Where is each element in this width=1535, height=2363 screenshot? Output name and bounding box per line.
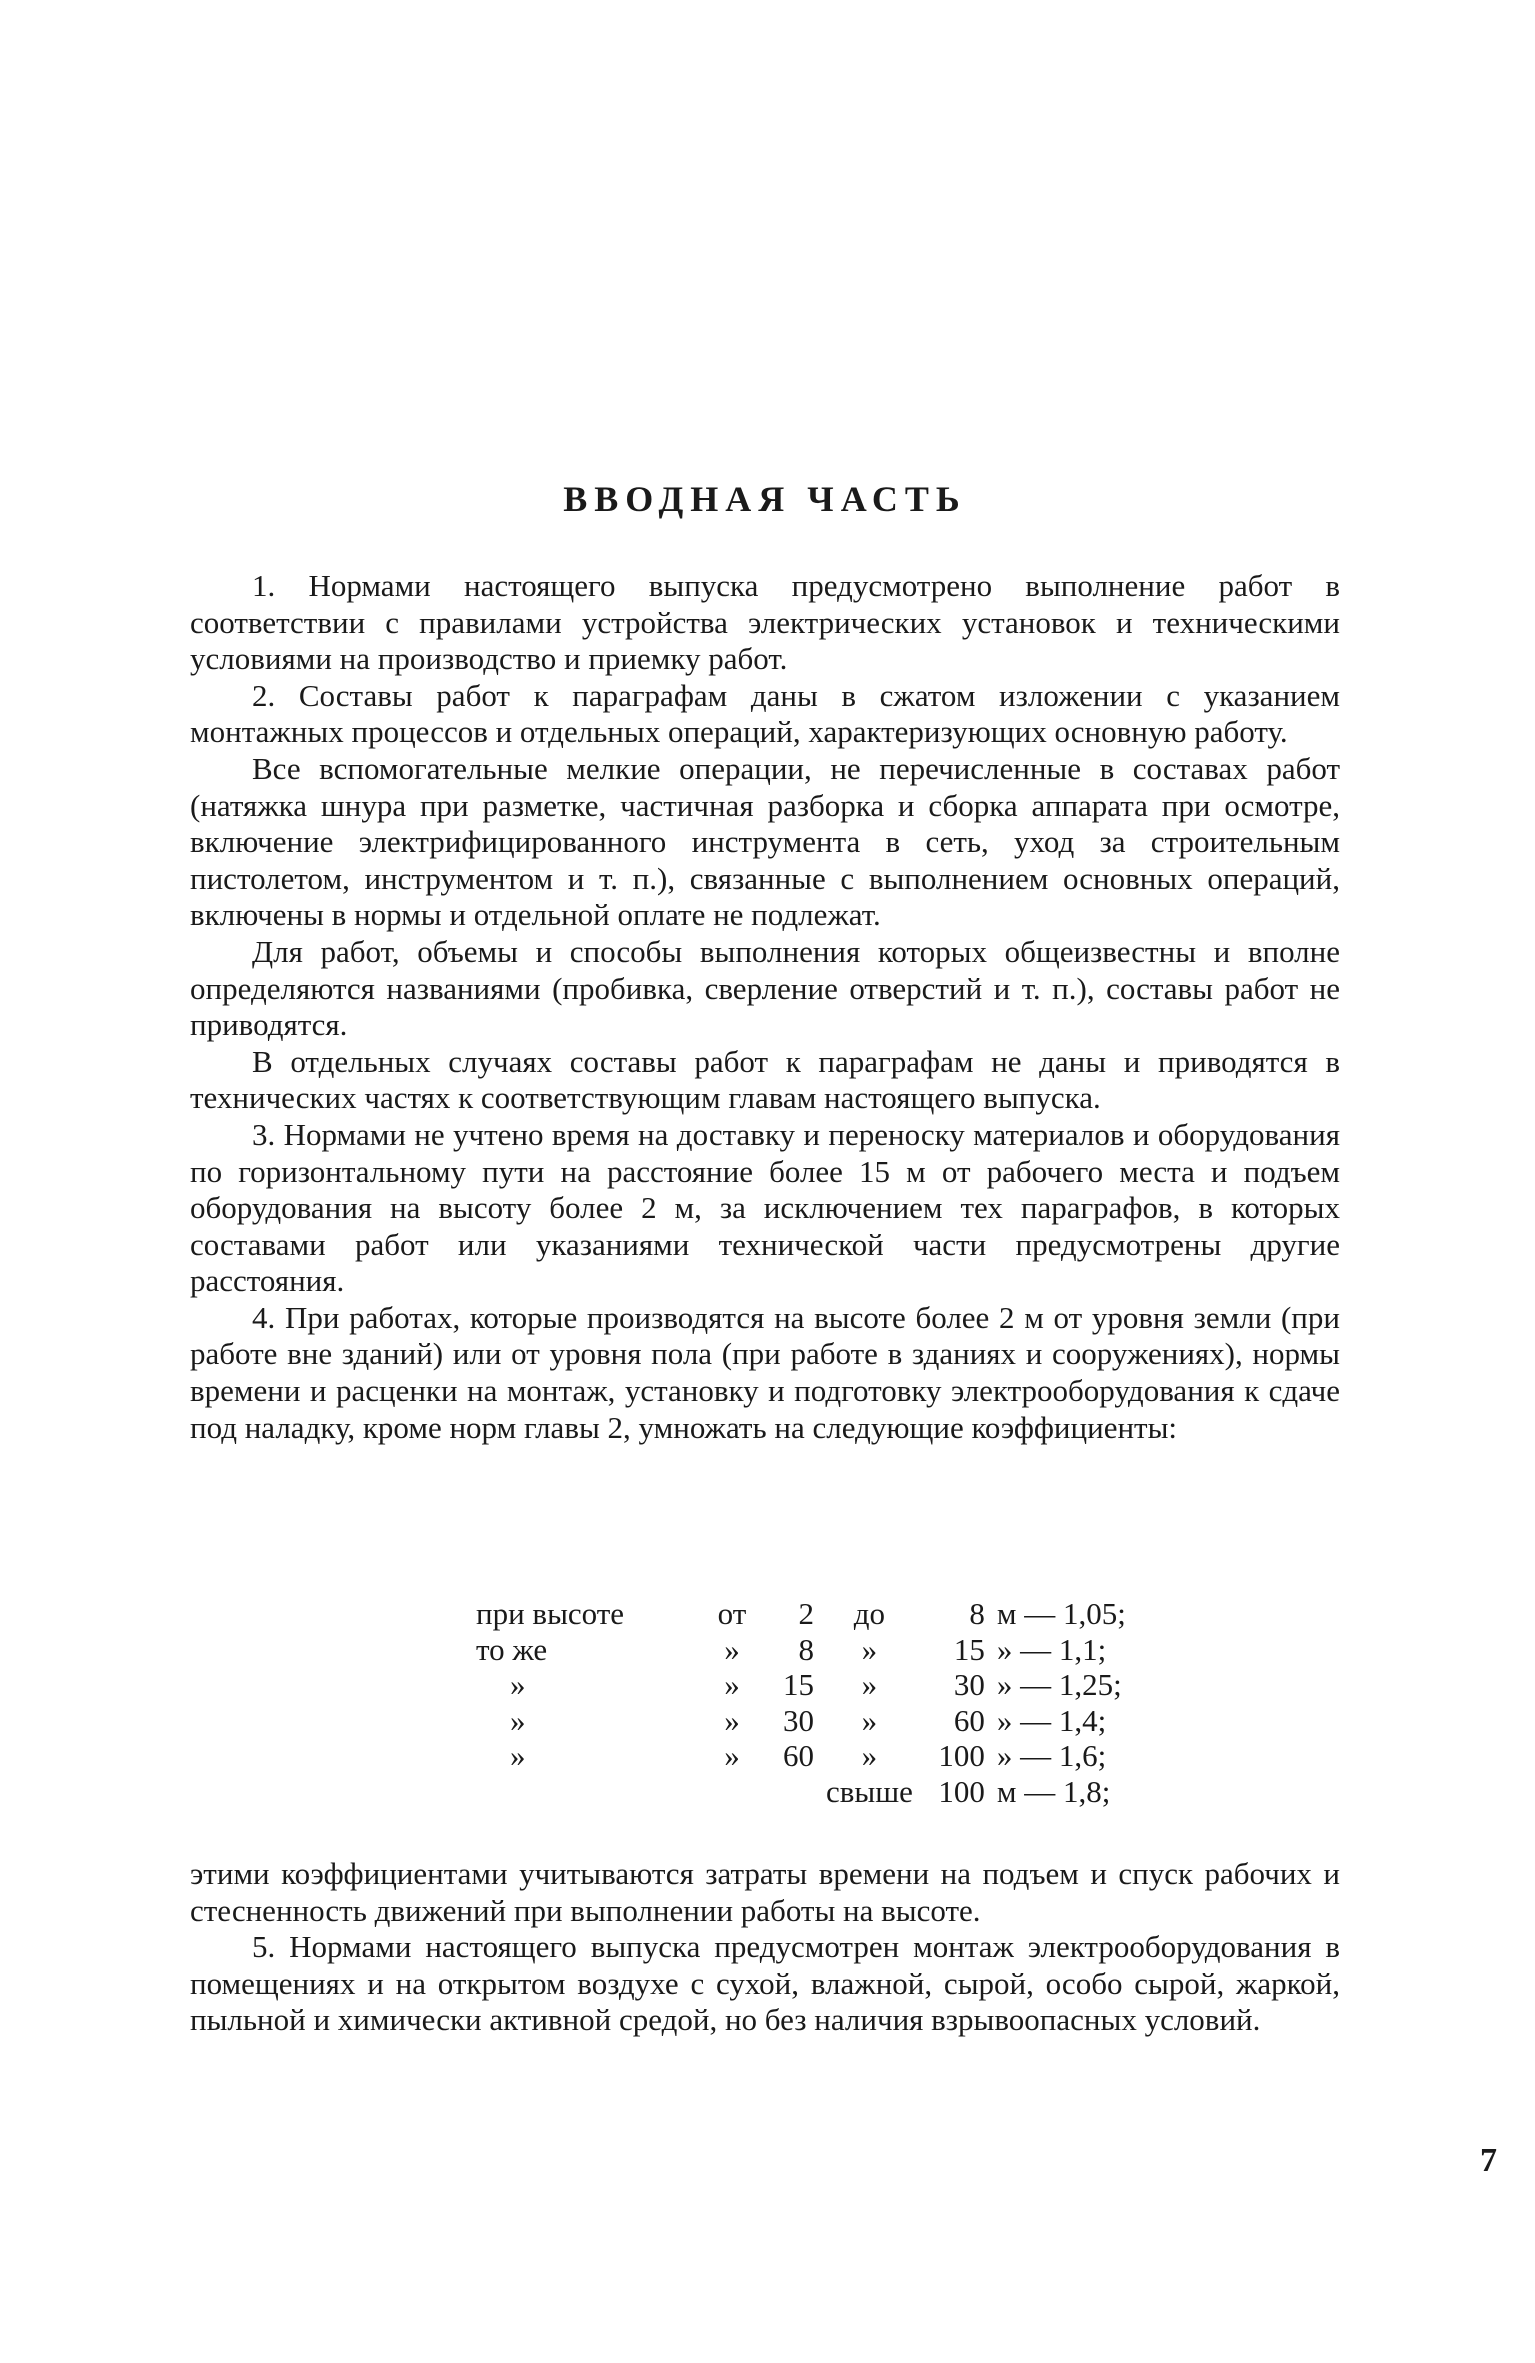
coefficient-row [470, 1703, 1132, 1739]
coef-to: 100 [938, 1773, 985, 1809]
coef-from-word: от [717, 1596, 747, 1631]
coef-from: 8 [798, 1631, 814, 1667]
coef-from: 15 [783, 1667, 814, 1702]
coef-value: » — 1,6; [996, 1738, 1107, 1773]
coef-to: 30 [953, 1667, 985, 1702]
coef-from-word [696, 1774, 768, 1810]
coef-to-word: свыше [826, 1773, 913, 1809]
coef-from: 30 [783, 1702, 814, 1738]
coef-from: 2 [798, 1596, 814, 1631]
coef-to-word: » [861, 1702, 878, 1738]
coef-label [470, 1774, 696, 1810]
coef-label: » [510, 1738, 526, 1773]
coef-to: 8 [969, 1596, 985, 1631]
coef-label: » [510, 1702, 526, 1738]
coef-from: 60 [783, 1738, 814, 1773]
coefficient-row [470, 1667, 1132, 1703]
paragraph-6: 3. Нормами не учтено время на доставку и переноску материалов и оборудования по горизонтальному пути на расстояние более 15 м от рабочего места и подъем оборудования на высоту более 2 м, за исключением тех параграфов, в которых составами работ или указаниями технической части предусмотрены другие расстояния. [190, 1116, 1340, 1299]
coef-value: м — 1,8; [996, 1773, 1111, 1809]
coef-to: 60 [953, 1702, 985, 1738]
paragraph-8: 5. Нормами настоящего выпуска предусмотрен монтаж электрооборудования в помещениях и на открытом воздухе с сухой, влажной, сырой, особо сырой, жаркой, пыльной и химически активной средой, но без наличия взрывоопасных условий. [190, 1929, 1340, 2038]
paragraph-7: 4. При работах, которые производятся на высоте более 2 м от уровня земли (при работе вне зданий) или от уровня пола (при работе в зданиях и сооружениях), нормы времени и расценки на монтаж, установку и подготовку электрооборудования к сдаче под наладку, кроме норм главы 2, умножать на следующие коэффициенты: [190, 1299, 1340, 1445]
closing-text [190, 1856, 1340, 2039]
coef-value: » — 1,1; [996, 1631, 1107, 1667]
coef-from-word: » [724, 1738, 740, 1773]
paragraph-after-table: этими коэффициентами учитываются затраты времени на подъем и спуск рабочих и стесненность движений при выполнении работы на высоте. [190, 1856, 1340, 1928]
paragraph-2: 2. Составы работ к параграфам даны в сжатом изложении с указанием монтажных процессов и отдельных операций, характеризующих основную работу. [190, 677, 1340, 750]
intro-text [190, 568, 1340, 1446]
coef-value: м — 1,05; [996, 1596, 1126, 1631]
coef-to-word: до [853, 1596, 886, 1631]
coef-to: 15 [953, 1631, 985, 1667]
section-heading: ВВОДНАЯ ЧАСТЬ [563, 479, 967, 519]
coef-from-word: » [724, 1631, 740, 1667]
coefficient-row [470, 1738, 1132, 1774]
page-number: 7 [1480, 2142, 1497, 2179]
coefficient-row [470, 1774, 1132, 1810]
paragraph-5: В отдельных случаях составы работ к параграфам не даны и приводятся в технических частях к соответствующим главам настоящего выпуска. [190, 1043, 1340, 1116]
coef-to-word: » [861, 1738, 878, 1773]
coef-value: » — 1,4; [996, 1702, 1107, 1738]
paragraph-3: Все вспомогательные мелкие операции, не перечисленные в составах работ (натяжка шнура при разметке, частичная разборка и сборка аппарата при осмотре, включение электрифицированного инструмента в сеть, уход за строительным пистолетом, инструментом и т. п.), связанные с выполнением основных операций, включены в нормы и отдельной оплате не подлежат. [190, 750, 1340, 933]
coef-from [768, 1774, 820, 1810]
coef-label: то же [476, 1631, 548, 1667]
coef-from-word: » [724, 1667, 740, 1702]
paragraph-1: 1. Нормами настоящего выпуска предусмотрено выполнение работ в соответствии с правилами устройства электрических установок и техническими условиями на производство и приемку работ. [190, 568, 1340, 677]
coefficient-table [470, 1596, 1132, 1809]
paragraph-4: Для работ, объемы и способы выполнения которых общеизвестны и вполне определяются названиями (пробивка, сверление отверстий и т. п.), составы работ не приводятся. [190, 933, 1340, 1043]
coef-to-word: » [861, 1631, 878, 1667]
coef-label: » [510, 1667, 526, 1702]
coefficient-row [470, 1632, 1132, 1668]
coefficient-row [470, 1596, 1132, 1632]
coef-from-word: » [724, 1702, 740, 1738]
coef-label: при высоте [476, 1596, 625, 1631]
coef-to-word: » [861, 1667, 878, 1702]
coef-value: » — 1,25; [996, 1667, 1122, 1702]
coef-to: 100 [938, 1738, 985, 1773]
